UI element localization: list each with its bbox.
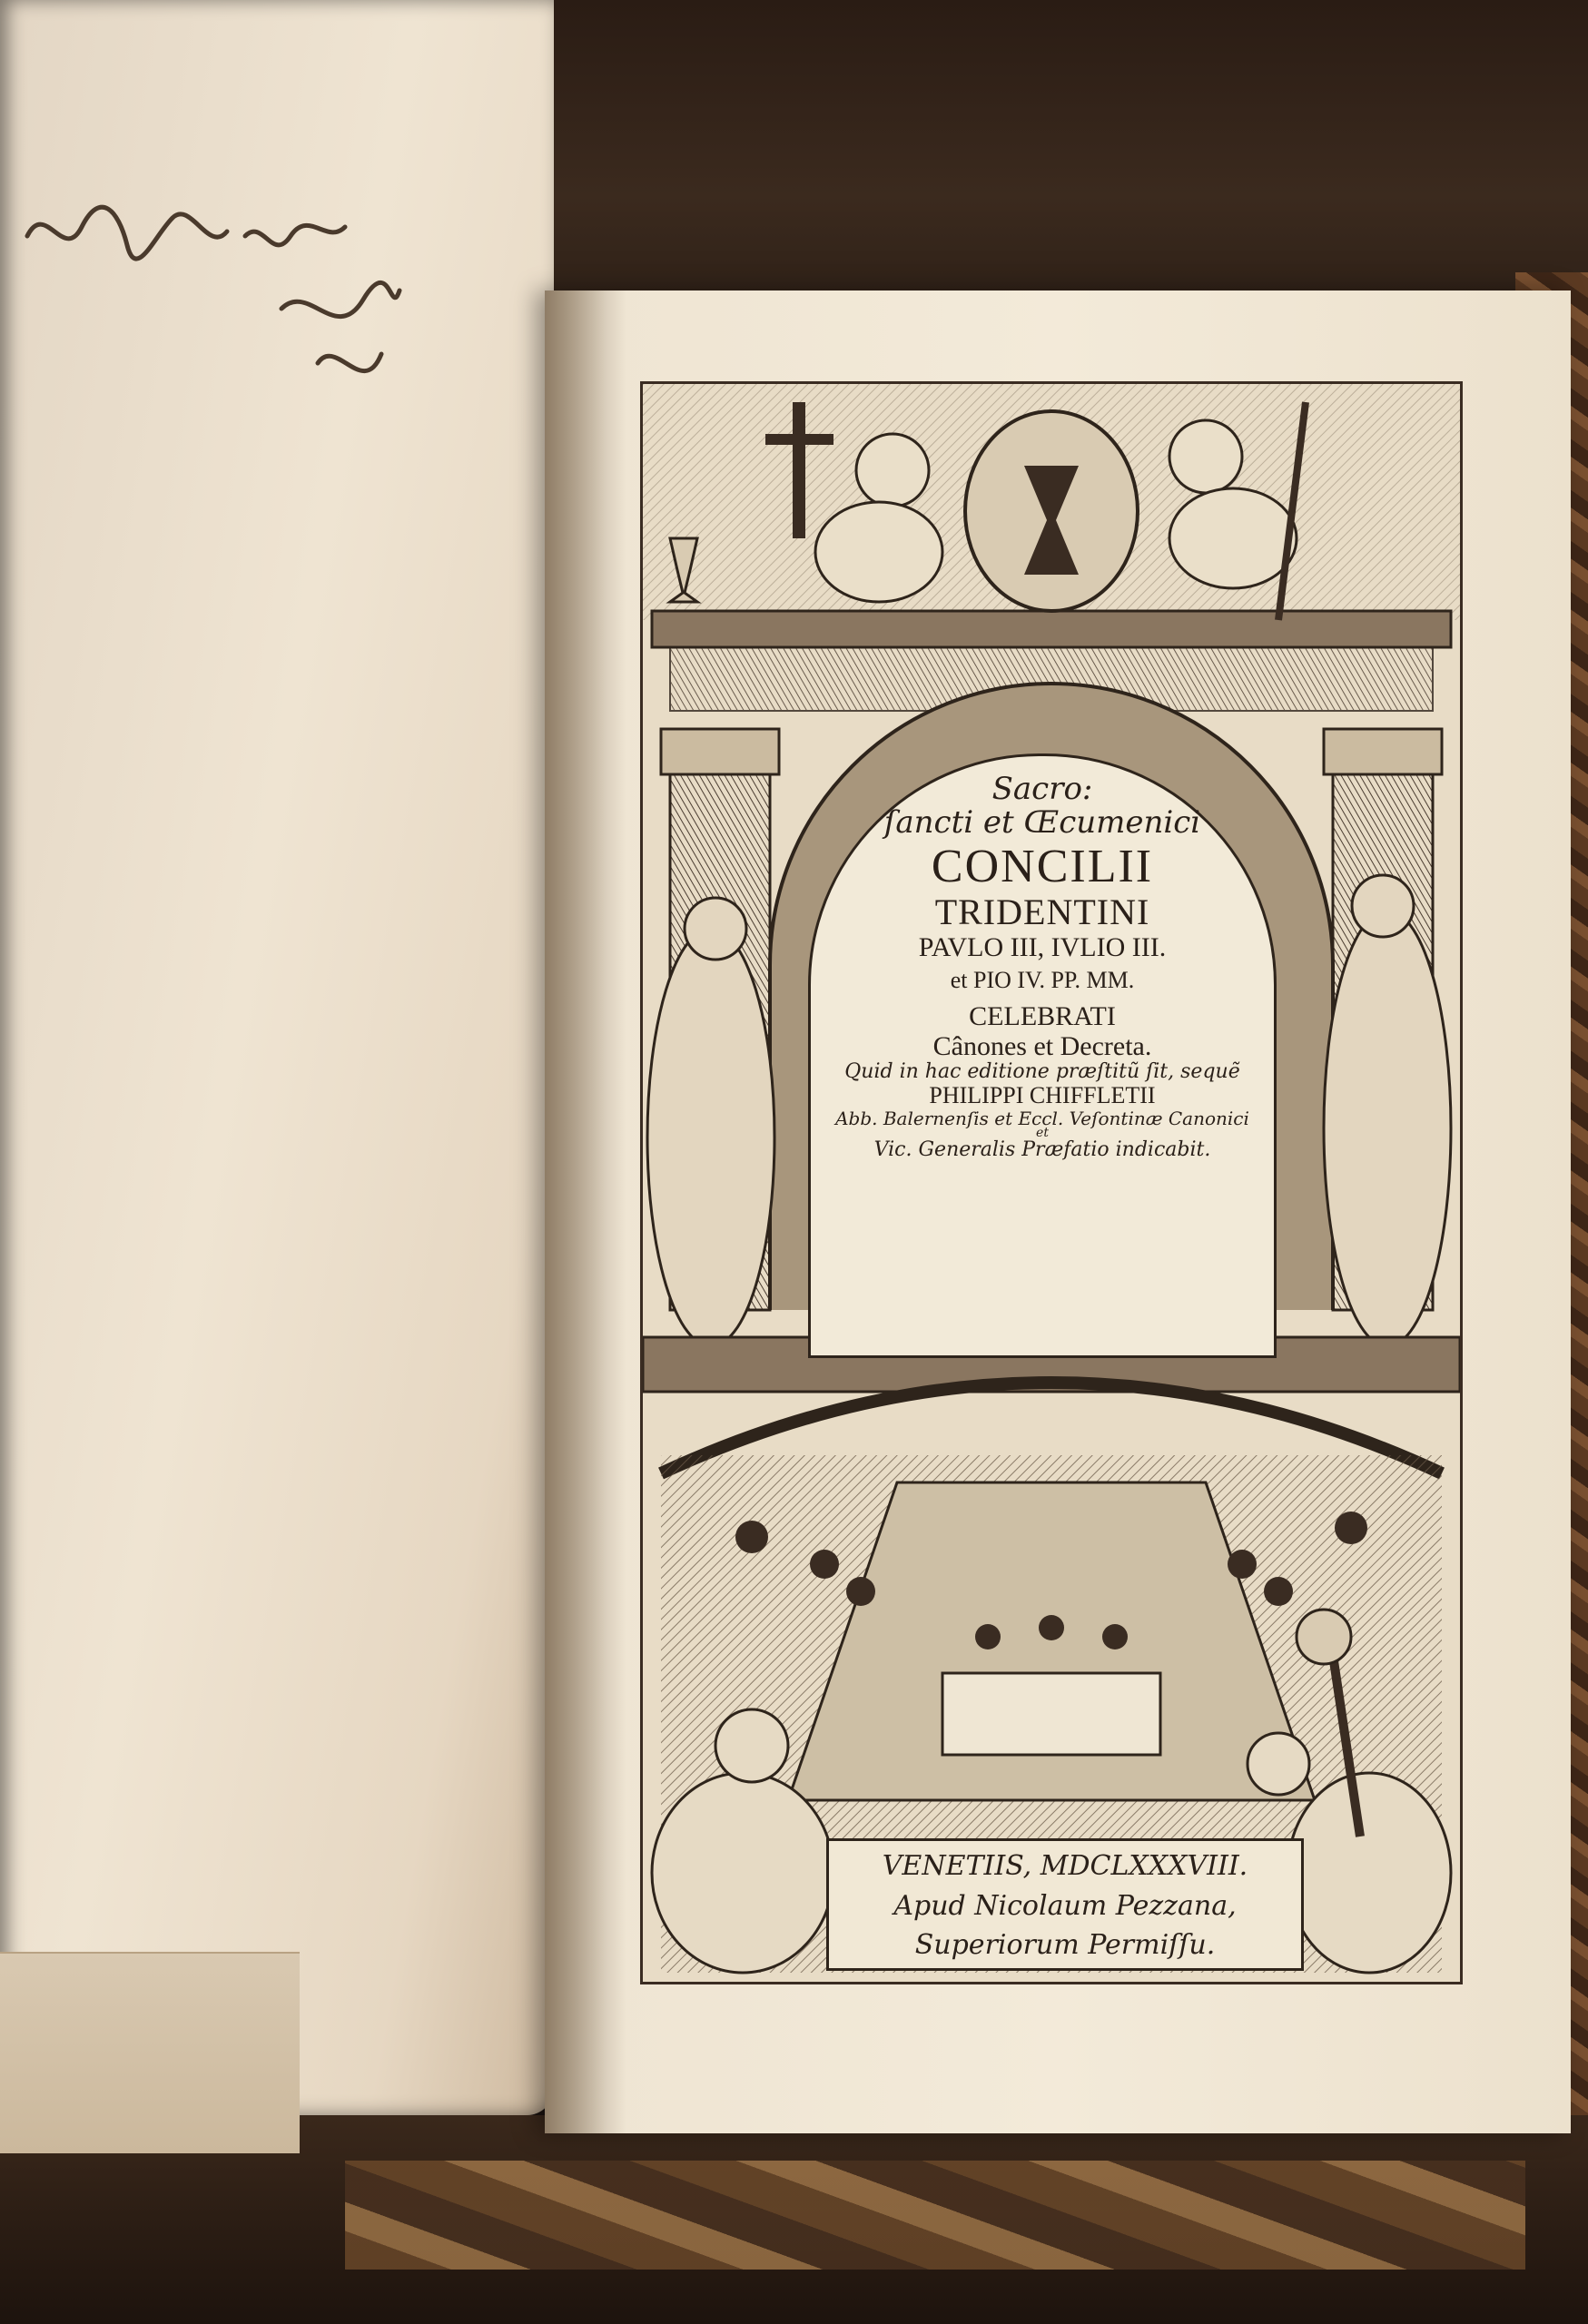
- title-line-9: Quid in hac editione præſtitũ ſit, sequẽ: [844, 1059, 1240, 1083]
- left-flyleaf: [0, 0, 554, 2115]
- flyleaf-tab: [0, 1952, 300, 2153]
- handwritten-inscription: [18, 182, 418, 481]
- title-line-12: et: [1036, 1126, 1049, 1141]
- page-gutter: [545, 290, 626, 2133]
- title-line-10: PHILIPPI CHIFFLETII: [929, 1081, 1156, 1108]
- title-line-7: CELEBRATI: [969, 1000, 1116, 1031]
- marbled-board: [345, 2161, 1525, 2270]
- imprint-line-3: Superiorum Permiſſu.: [914, 1929, 1216, 1961]
- title-line-4: TRIDENTINI: [934, 891, 1150, 932]
- imprint-line-1: VENETIIS, MDCLXXXVIII.: [882, 1850, 1248, 1882]
- title-line-11: Abb. Balernenſis et Eccl. Veſontinæ Canonici: [835, 1108, 1249, 1130]
- title-line-13: Vic. Generalis Præfatio indicabit.: [873, 1137, 1211, 1161]
- title-line-6: et PIO IV. PP. MM.: [950, 966, 1135, 993]
- title-line-3: CONCILII: [931, 840, 1154, 892]
- title-line-1: Sacro:: [991, 771, 1093, 807]
- imprint-cartouche: [826, 1838, 1304, 1971]
- title-line-5: PAVLO III, IVLIO III.: [918, 931, 1167, 962]
- title-line-8: Cânones et Decreta.: [932, 1030, 1152, 1061]
- title-line-2: ſancti et Œcumenici: [883, 804, 1201, 842]
- title-text-panel: [808, 753, 1277, 1358]
- imprint-line-2: Apud Nicolaum Pezzana,: [893, 1889, 1237, 1922]
